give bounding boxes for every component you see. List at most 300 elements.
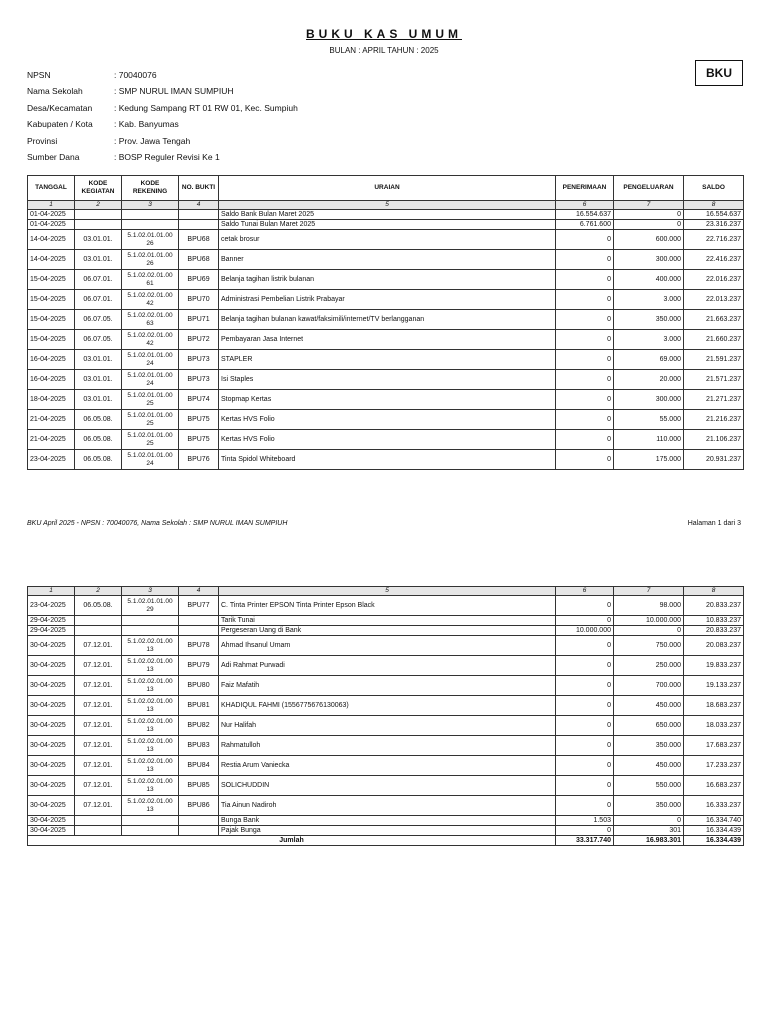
cell-kode-kegiatan: 07.12.01.	[75, 716, 122, 736]
cell-no-bukti: BPU74	[179, 390, 219, 410]
column-number: 2	[75, 201, 122, 210]
cell-penerimaan: 0	[556, 310, 614, 330]
cell-no-bukti	[179, 616, 219, 626]
info-value: : BOSP Reguler Revisi Ke 1	[114, 151, 220, 162]
cell-kode-kegiatan: 03.01.01.	[75, 370, 122, 390]
column-number: 8	[684, 587, 744, 596]
cell-saldo: 18.033.237	[684, 716, 744, 736]
cell-no-bukti	[179, 816, 219, 826]
column-number: 6	[556, 201, 614, 210]
cell-uraian: KHADIQUL FAHMI (1556775676130063)	[219, 696, 556, 716]
cell-kode-kegiatan: 06.07.01.	[75, 290, 122, 310]
cell-saldo: 22.716.237	[684, 230, 744, 250]
column-number: 4	[179, 201, 219, 210]
table-row	[28, 350, 744, 370]
column-header: TANGGAL	[28, 176, 75, 201]
cell-no-bukti: BPU76	[179, 450, 219, 470]
table-row	[28, 816, 744, 826]
cell-uraian: Bunga Bank	[219, 816, 556, 826]
cell-no-bukti: BPU78	[179, 636, 219, 656]
cell-uraian: Belanja tagihan bulanan kawat/faksimili/internet/TV berlangganan	[219, 310, 556, 330]
cell-kode-rekening	[122, 210, 179, 220]
cell-pengeluaran: 0	[614, 210, 684, 220]
cell-penerimaan: 0	[556, 756, 614, 776]
cell-kode-kegiatan: 07.12.01.	[75, 736, 122, 756]
info-row	[27, 70, 298, 86]
cell-pengeluaran: 69.000	[614, 350, 684, 370]
table-row	[28, 696, 744, 716]
cell-kode-rekening: 5.1.02.02.01.00 13	[122, 796, 179, 816]
total-pengeluaran: 16.983.301	[614, 836, 684, 846]
cell-kode-rekening: 5.1.02.02.01.00 13	[122, 696, 179, 716]
cell-saldo: 20.931.237	[684, 450, 744, 470]
cell-tanggal: 15-04-2025	[28, 330, 75, 350]
cell-kode-rekening	[122, 616, 179, 626]
cell-pengeluaran: 400.000	[614, 270, 684, 290]
cell-uraian: Kertas HVS Folio	[219, 430, 556, 450]
cell-pengeluaran: 0	[614, 220, 684, 230]
cell-uraian: Pajak Bunga	[219, 826, 556, 836]
cell-kode-kegiatan: 07.12.01.	[75, 756, 122, 776]
cell-no-bukti: BPU86	[179, 796, 219, 816]
info-value: : 70040076	[114, 70, 157, 80]
cell-kode-rekening	[122, 220, 179, 230]
cell-tanggal: 21-04-2025	[28, 430, 75, 450]
cell-pengeluaran: 10.000.000	[614, 616, 684, 626]
table-row	[28, 776, 744, 796]
cell-kode-kegiatan: 06.05.08.	[75, 410, 122, 430]
table-row	[28, 676, 744, 696]
cell-pengeluaran: 300.000	[614, 390, 684, 410]
cell-tanggal: 30-04-2025	[28, 796, 75, 816]
cell-pengeluaran: 175.000	[614, 450, 684, 470]
cell-saldo: 21.271.237	[684, 390, 744, 410]
cell-tanggal: 29-04-2025	[28, 626, 75, 636]
table-row	[28, 796, 744, 816]
column-header: SALDO	[684, 176, 744, 201]
table-row	[28, 616, 744, 626]
info-value: : SMP NURUL IMAN SUMPIUH	[114, 86, 234, 97]
ledger-table-page2	[27, 586, 744, 846]
cell-penerimaan: 0	[556, 596, 614, 616]
cell-saldo: 20.083.237	[684, 636, 744, 656]
cell-kode-rekening: 5.1.02.02.01.00 63	[122, 310, 179, 330]
cell-tanggal: 30-04-2025	[28, 736, 75, 756]
cell-no-bukti: BPU81	[179, 696, 219, 716]
info-row	[27, 86, 298, 102]
cell-no-bukti	[179, 220, 219, 230]
cell-kode-kegiatan: 06.07.05.	[75, 330, 122, 350]
cell-penerimaan: 0	[556, 636, 614, 656]
column-number: 6	[556, 587, 614, 596]
cell-saldo: 17.233.237	[684, 756, 744, 776]
cell-kode-kegiatan: 03.01.01.	[75, 250, 122, 270]
cell-tanggal: 23-04-2025	[28, 596, 75, 616]
table-row	[28, 656, 744, 676]
cell-no-bukti: BPU75	[179, 410, 219, 430]
cell-saldo: 23.316.237	[684, 220, 744, 230]
cell-uraian: Restia Arum Vaniecka	[219, 756, 556, 776]
cell-no-bukti: BPU68	[179, 230, 219, 250]
cell-pengeluaran: 250.000	[614, 656, 684, 676]
cell-penerimaan: 0	[556, 270, 614, 290]
cell-saldo: 17.683.237	[684, 736, 744, 756]
cell-tanggal: 30-04-2025	[28, 826, 75, 836]
cell-penerimaan: 0	[556, 350, 614, 370]
cell-kode-kegiatan	[75, 626, 122, 636]
cell-tanggal: 30-04-2025	[28, 816, 75, 826]
cell-kode-rekening: 5.1.02.01.01.00 29	[122, 596, 179, 616]
cell-saldo: 16.333.237	[684, 796, 744, 816]
cell-saldo: 21.571.237	[684, 370, 744, 390]
cell-uraian: Tia Ainun Nadiroh	[219, 796, 556, 816]
cell-kode-rekening: 5.1.02.02.01.00 13	[122, 656, 179, 676]
column-number-row	[28, 587, 744, 596]
cell-kode-kegiatan	[75, 826, 122, 836]
cell-uraian: Tarik Tunai	[219, 616, 556, 626]
cell-penerimaan: 0	[556, 230, 614, 250]
cell-no-bukti: BPU80	[179, 676, 219, 696]
table-row	[28, 716, 744, 736]
cell-pengeluaran: 350.000	[614, 736, 684, 756]
cell-kode-rekening: 5.1.02.01.01.00 26	[122, 250, 179, 270]
column-number: 3	[122, 201, 179, 210]
cell-kode-rekening: 5.1.02.01.01.00 25	[122, 430, 179, 450]
cell-tanggal: 01-04-2025	[28, 210, 75, 220]
cell-kode-kegiatan	[75, 816, 122, 826]
cell-no-bukti: BPU69	[179, 270, 219, 290]
info-value: : Kab. Banyumas	[114, 119, 179, 130]
cell-pengeluaran: 300.000	[614, 250, 684, 270]
cell-kode-rekening: 5.1.02.02.01.00 13	[122, 716, 179, 736]
cell-kode-rekening: 5.1.02.02.01.00 13	[122, 736, 179, 756]
cell-kode-kegiatan: 03.01.01.	[75, 350, 122, 370]
table-row	[28, 250, 744, 270]
cell-kode-kegiatan: 07.12.01.	[75, 776, 122, 796]
cell-penerimaan: 0	[556, 290, 614, 310]
column-number: 1	[28, 587, 75, 596]
cell-uraian: SOLICHUDDIN	[219, 776, 556, 796]
cell-tanggal: 18-04-2025	[28, 390, 75, 410]
cell-uraian: Pergeseran Uang di Bank	[219, 626, 556, 636]
cell-kode-kegiatan: 07.12.01.	[75, 676, 122, 696]
table-row	[28, 636, 744, 656]
cell-kode-rekening: 5.1.02.01.01.00 24	[122, 350, 179, 370]
cell-kode-rekening: 5.1.02.01.01.00 25	[122, 390, 179, 410]
column-number: 7	[614, 587, 684, 596]
cell-kode-kegiatan: 06.07.01.	[75, 270, 122, 290]
cell-uraian: Faiz Mafatih	[219, 676, 556, 696]
cell-no-bukti: BPU79	[179, 656, 219, 676]
table-row	[28, 596, 744, 616]
cell-penerimaan: 0	[556, 370, 614, 390]
cell-tanggal: 30-04-2025	[28, 676, 75, 696]
table-row	[28, 310, 744, 330]
cell-uraian: Kertas HVS Folio	[219, 410, 556, 430]
cell-tanggal: 30-04-2025	[28, 716, 75, 736]
column-header: NO. BUKTI	[179, 176, 219, 201]
cell-saldo: 16.334.439	[684, 826, 744, 836]
cell-tanggal: 30-04-2025	[28, 636, 75, 656]
cell-tanggal: 14-04-2025	[28, 250, 75, 270]
ledger-table-page1	[27, 175, 744, 470]
info-label: Provinsi	[27, 135, 58, 146]
cell-uraian: Rahmatulloh	[219, 736, 556, 756]
cell-saldo: 22.016.237	[684, 270, 744, 290]
cell-no-bukti	[179, 210, 219, 220]
cell-uraian: cetak brosur	[219, 230, 556, 250]
cell-uraian: Pembayaran Jasa Internet	[219, 330, 556, 350]
cell-kode-rekening: 5.1.02.02.01.00 13	[122, 676, 179, 696]
cell-no-bukti: BPU68	[179, 250, 219, 270]
cell-penerimaan: 0	[556, 826, 614, 836]
cell-penerimaan: 10.000.000	[556, 626, 614, 636]
column-number: 8	[684, 201, 744, 210]
cell-pengeluaran: 110.000	[614, 430, 684, 450]
cell-penerimaan: 0	[556, 696, 614, 716]
cell-no-bukti: BPU73	[179, 370, 219, 390]
cell-tanggal: 29-04-2025	[28, 616, 75, 626]
cell-no-bukti	[179, 626, 219, 636]
table-row	[28, 756, 744, 776]
cell-tanggal: 30-04-2025	[28, 776, 75, 796]
table-row	[28, 736, 744, 756]
cell-penerimaan: 0	[556, 250, 614, 270]
table-row	[28, 220, 744, 230]
cell-uraian: Banner	[219, 250, 556, 270]
info-value: : Kedung Sampang RT 01 RW 01, Kec. Sumpiuh	[114, 102, 298, 113]
cell-kode-kegiatan: 07.12.01.	[75, 656, 122, 676]
cell-kode-rekening	[122, 626, 179, 636]
cell-saldo: 21.106.237	[684, 430, 744, 450]
table-row	[28, 330, 744, 350]
cell-saldo: 21.663.237	[684, 310, 744, 330]
cell-pengeluaran: 350.000	[614, 310, 684, 330]
column-number-row	[28, 201, 744, 210]
table-row	[28, 270, 744, 290]
header-row	[28, 176, 744, 201]
cell-uraian: Nur Halifah	[219, 716, 556, 736]
cell-pengeluaran: 3.000	[614, 330, 684, 350]
cell-tanggal: 30-04-2025	[28, 696, 75, 716]
cell-penerimaan: 6.761.600	[556, 220, 614, 230]
cell-saldo: 10.833.237	[684, 616, 744, 626]
cell-pengeluaran: 650.000	[614, 716, 684, 736]
column-number: 4	[179, 587, 219, 596]
cell-kode-rekening: 5.1.02.02.01.00 13	[122, 756, 179, 776]
cell-pengeluaran: 98.000	[614, 596, 684, 616]
cell-kode-rekening	[122, 826, 179, 836]
cell-saldo: 16.554.637	[684, 210, 744, 220]
cell-penerimaan: 0	[556, 776, 614, 796]
info-row	[27, 152, 298, 168]
info-label: Kabupaten / Kota	[27, 119, 93, 130]
cell-uraian: C. Tinta Printer EPSON Tinta Printer Epson Black	[219, 596, 556, 616]
info-row	[27, 136, 298, 152]
cell-pengeluaran: 600.000	[614, 230, 684, 250]
column-header: URAIAN	[219, 176, 556, 201]
cell-kode-rekening: 5.1.02.02.01.00 61	[122, 270, 179, 290]
cell-no-bukti: BPU71	[179, 310, 219, 330]
column-number: 3	[122, 587, 179, 596]
cell-pengeluaran: 55.000	[614, 410, 684, 430]
cell-no-bukti: BPU72	[179, 330, 219, 350]
info-row	[27, 103, 298, 119]
cell-tanggal: 16-04-2025	[28, 370, 75, 390]
cell-saldo: 21.216.237	[684, 410, 744, 430]
cell-kode-kegiatan	[75, 210, 122, 220]
info-label: Sumber Dana	[27, 151, 80, 162]
cell-penerimaan: 1.503	[556, 816, 614, 826]
cell-kode-kegiatan: 06.07.05.	[75, 310, 122, 330]
cell-uraian: STAPLER	[219, 350, 556, 370]
table-row	[28, 370, 744, 390]
cell-pengeluaran: 301	[614, 826, 684, 836]
cell-pengeluaran: 450.000	[614, 756, 684, 776]
cell-saldo: 19.133.237	[684, 676, 744, 696]
cell-tanggal: 15-04-2025	[28, 310, 75, 330]
column-number: 5	[219, 201, 556, 210]
column-header: PENGELUARAN	[614, 176, 684, 201]
table-row	[28, 410, 744, 430]
cell-pengeluaran: 20.000	[614, 370, 684, 390]
cell-kode-rekening: 5.1.02.02.01.00 42	[122, 290, 179, 310]
cell-uraian: Ahmad Ihsanul Umam	[219, 636, 556, 656]
cell-penerimaan: 16.554.637	[556, 210, 614, 220]
cell-kode-kegiatan: 07.12.01.	[75, 796, 122, 816]
cell-tanggal: 30-04-2025	[28, 756, 75, 776]
column-number: 1	[28, 201, 75, 210]
cell-kode-rekening: 5.1.02.02.01.00 42	[122, 330, 179, 350]
cell-tanggal: 23-04-2025	[28, 450, 75, 470]
cell-kode-rekening	[122, 816, 179, 826]
cell-no-bukti: BPU82	[179, 716, 219, 736]
cell-tanggal: 15-04-2025	[28, 270, 75, 290]
cell-uraian: Isi Staples	[219, 370, 556, 390]
cell-saldo: 21.591.237	[684, 350, 744, 370]
cell-kode-rekening: 5.1.02.02.01.00 13	[122, 776, 179, 796]
cell-saldo: 22.416.237	[684, 250, 744, 270]
cell-kode-rekening: 5.1.02.01.01.00 26	[122, 230, 179, 250]
cell-no-bukti	[179, 826, 219, 836]
column-header: PENERIMAAN	[556, 176, 614, 201]
cell-kode-kegiatan: 06.05.08.	[75, 596, 122, 616]
cell-saldo: 16.683.237	[684, 776, 744, 796]
cell-kode-kegiatan	[75, 220, 122, 230]
cell-saldo: 19.833.237	[684, 656, 744, 676]
table-row	[28, 290, 744, 310]
cell-no-bukti: BPU77	[179, 596, 219, 616]
cell-kode-kegiatan: 03.01.01.	[75, 230, 122, 250]
cell-penerimaan: 0	[556, 430, 614, 450]
total-penerimaan: 33.317.740	[556, 836, 614, 846]
cell-saldo: 18.683.237	[684, 696, 744, 716]
cell-penerimaan: 0	[556, 616, 614, 626]
cell-no-bukti: BPU73	[179, 350, 219, 370]
info-label: NPSN	[27, 70, 51, 80]
cell-tanggal: 14-04-2025	[28, 230, 75, 250]
table-row	[28, 210, 744, 220]
cell-uraian: Saldo Bank Bulan Maret 2025	[219, 210, 556, 220]
cell-no-bukti: BPU83	[179, 736, 219, 756]
cell-penerimaan: 0	[556, 450, 614, 470]
cell-uraian: Administrasi Pembelian Listrik Prabayar	[219, 290, 556, 310]
cell-pengeluaran: 0	[614, 816, 684, 826]
column-number: 5	[219, 587, 556, 596]
document-title: BUKU KAS UMUM	[306, 27, 462, 41]
cell-kode-rekening: 5.1.02.01.01.00 24	[122, 370, 179, 390]
cell-uraian: Tinta Spidol Whiteboard	[219, 450, 556, 470]
cell-no-bukti: BPU75	[179, 430, 219, 450]
cell-tanggal: 30-04-2025	[28, 656, 75, 676]
column-header: KODE REKENING	[122, 176, 179, 201]
cell-saldo: 22.013.237	[684, 290, 744, 310]
cell-penerimaan: 0	[556, 390, 614, 410]
cell-no-bukti: BPU85	[179, 776, 219, 796]
footer-note: BKU April 2025 - NPSN : 70040076, Nama Sekolah : SMP NURUL IMAN SUMPIUH	[27, 520, 288, 527]
cell-penerimaan: 0	[556, 796, 614, 816]
cell-penerimaan: 0	[556, 736, 614, 756]
cell-tanggal: 21-04-2025	[28, 410, 75, 430]
bku-badge: BKU	[695, 60, 743, 86]
cell-uraian: Adi Rahmat Purwadi	[219, 656, 556, 676]
cell-pengeluaran: 3.000	[614, 290, 684, 310]
cell-kode-kegiatan: 07.12.01.	[75, 636, 122, 656]
cell-kode-rekening: 5.1.02.01.01.00 25	[122, 410, 179, 430]
cell-saldo: 20.833.237	[684, 626, 744, 636]
column-number: 2	[75, 587, 122, 596]
cell-penerimaan: 0	[556, 330, 614, 350]
cell-uraian: Belanja tagihan listrik bulanan	[219, 270, 556, 290]
cell-tanggal: 16-04-2025	[28, 350, 75, 370]
table-row	[28, 826, 744, 836]
info-value: : Prov. Jawa Tengah	[114, 135, 191, 146]
cell-pengeluaran: 450.000	[614, 696, 684, 716]
cell-pengeluaran: 700.000	[614, 676, 684, 696]
cell-no-bukti: BPU84	[179, 756, 219, 776]
cell-pengeluaran: 550.000	[614, 776, 684, 796]
total-row	[28, 836, 744, 846]
cell-uraian: Stopmap Kertas	[219, 390, 556, 410]
cell-kode-kegiatan	[75, 616, 122, 626]
cell-kode-kegiatan: 06.05.08.	[75, 430, 122, 450]
cell-pengeluaran: 0	[614, 626, 684, 636]
cell-kode-rekening: 5.1.02.01.01.00 24	[122, 450, 179, 470]
table-row	[28, 390, 744, 410]
cell-kode-kegiatan: 07.12.01.	[75, 696, 122, 716]
cell-penerimaan: 0	[556, 656, 614, 676]
cell-no-bukti: BPU70	[179, 290, 219, 310]
cell-saldo: 21.660.237	[684, 330, 744, 350]
cell-penerimaan: 0	[556, 410, 614, 430]
cell-pengeluaran: 750.000	[614, 636, 684, 656]
info-row	[27, 119, 298, 135]
school-info	[27, 70, 298, 168]
column-number: 7	[614, 201, 684, 210]
cell-penerimaan: 0	[556, 676, 614, 696]
info-label: Desa/Kecamatan	[27, 102, 93, 113]
table-row	[28, 230, 744, 250]
cell-penerimaan: 0	[556, 716, 614, 736]
cell-kode-kegiatan: 06.05.08.	[75, 450, 122, 470]
total-label: Jumlah	[28, 836, 556, 846]
cell-saldo: 20.833.237	[684, 596, 744, 616]
document-subtitle: BULAN : APRIL TAHUN : 2025	[329, 46, 439, 55]
table-row	[28, 430, 744, 450]
cell-kode-rekening: 5.1.02.02.01.00 13	[122, 636, 179, 656]
total-saldo: 16.334.439	[684, 836, 744, 846]
cell-tanggal: 15-04-2025	[28, 290, 75, 310]
